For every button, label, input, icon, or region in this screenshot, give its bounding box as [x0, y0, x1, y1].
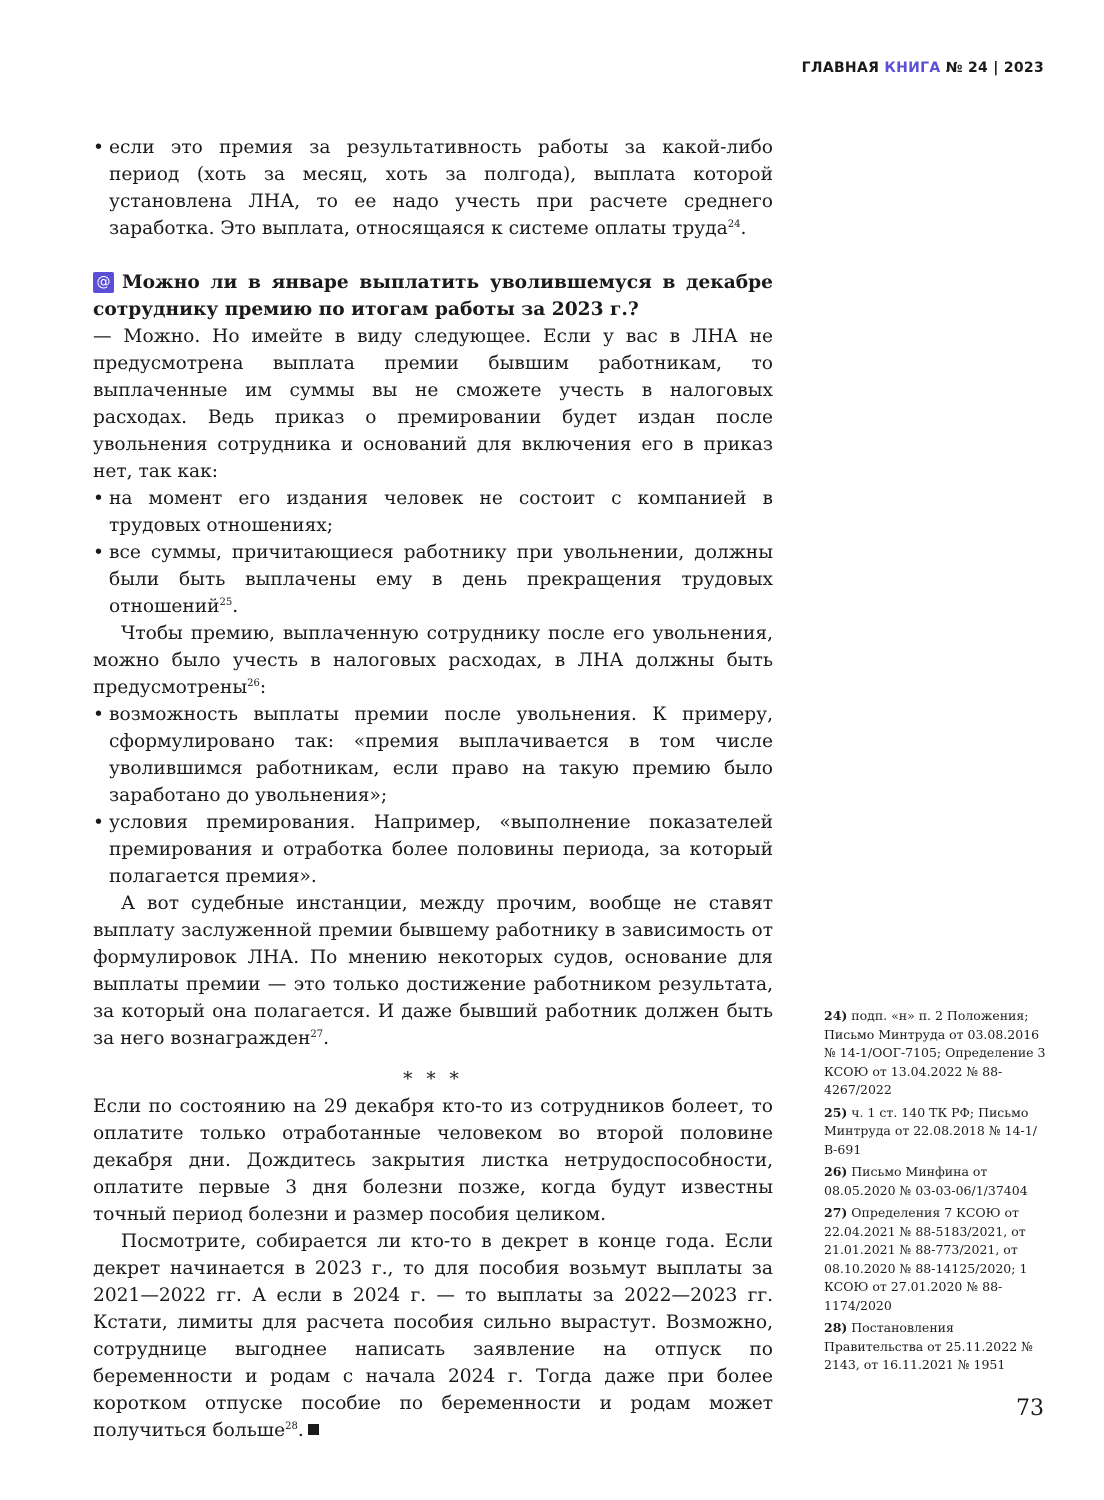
bullet-list-reasons: [93, 485, 773, 620]
footnote: 26) Письмо Минфина от 08.05.2020 № 03-03-06/1/37404: [824, 1164, 1028, 1198]
paragraph-conditions: Чтобы премию, выплаченную сотруднику после его увольнения, можно было учесть в налоговых расходах, в ЛНА должны быть предусмотрены$^{26}$:: [93, 623, 773, 698]
paragraph-courts: А вот судебные инстанции, между прочим, вообще не ставят выплату заслуженной премии бывшему работнику в зависимость от формулировок ЛНА. По мнению некоторых судов, основание для выплаты премии — это только достижение работником результата, за который она полагается. И даже бывший работник должен быть за него вознагражден$^{27}$.: [93, 893, 773, 1049]
paragraph-maternity: Посмотрите, собирается ли кто-то в декрет в конце года. Если декрет начинается в 2023 г., то для пособия возьмут выплаты за 2021—2022 гг. А если в 2024 г. — то выплаты за 2022—2023 гг. Кстати, лимиты для расчета пособия сильно вырастут. Возможно, сотруднице выгоднее написать заявление на отпуск по беременности и родам с начала 2024 г. Тогда даже при более коротком отпуске пособие по беременности и родам может получиться больше$^{28}$.: [93, 1231, 773, 1441]
question-heading: [93, 269, 773, 323]
footnote: 28) Постановления Правительства от 25.11.2022 № 2143, от 16.11.2021 № 1951: [824, 1320, 1033, 1372]
question-icon: @: [93, 272, 114, 293]
footnote: 24) подп. «н» п. 2 Положения; Письмо Минтруда от 03.08.2016 № 14-1/ООГ-7105; Определение 3 КСОЮ от 13.04.2022 № 88-4267/2022: [824, 1008, 1046, 1097]
answer-paragraph: — Можно. Но имейте в виду следующее. Если у вас в ЛНА не предусмотрена выплата премии бывшим работникам, то выплаченные им суммы вы не сможете учесть в налоговых расходах. Ведь приказ о премировании будет издан после увольнения сотрудника и оснований для включения его в приказ нет, так как:: [93, 326, 773, 482]
footnotes-sidebar: [824, 1007, 1046, 1379]
bullet-list-top: [93, 134, 773, 242]
footnote-ref: 27: [310, 1029, 324, 1040]
spacer: [93, 1052, 773, 1066]
footnote-ref: 28: [285, 1421, 298, 1432]
list-item: • если это премия за результативность работы за какой-либо период (хоть за месяц, хоть за полгода), выплата которой установлена ЛНА, то ее надо учесть при расчете среднего заработка. Это выплата, относящаяся к системе оплаты труда$^{24}$.: [93, 134, 773, 242]
paragraph-sick-leave: Если по состоянию на 29 декабря кто-то из сотрудников болеет, то оплатите только отработанные человеком во второй половине декабря дни. Дождитесь закрытия листка нетрудоспособности, оплатите первые 3 дня болезни позже, когда будут известны точный период болезни и размер пособия целиком.: [93, 1096, 773, 1225]
footnote: 25) ч. 1 ст. 140 ТК РФ; Письмо Минтруда от 22.08.2018 № 14-1/В-691: [824, 1104, 1037, 1157]
list-item: • возможность выплаты премии после увольнения. К примеру, сформулировано так: «премия выплачивается в том числе уволившимся работникам, если право на такую премию было заработано до увольнения»;: [93, 701, 773, 809]
list-item: • все суммы, причитающиеся работнику при увольнении, должны были быть выплачены ему в день прекращения трудовых отношений$^{25}$.: [93, 539, 773, 620]
bullet-list-conditions: [93, 701, 773, 890]
section-separator: * * *: [403, 1069, 463, 1090]
footnote-ref: 25: [219, 597, 233, 608]
spacer: [93, 242, 773, 269]
header-issue: № 24 | 2023: [940, 60, 1044, 76]
footnote: 27) Определения 7 КСОЮ от 22.04.2021 № 88-5183/2021, от 21.01.2021 № 88-773/2021, от 08.10.2020 № 88-14125/2020; 1 КСОЮ от 27.01.2020 № 88-1174/2020: [824, 1205, 1028, 1313]
end-of-article-mark: [308, 1424, 319, 1435]
running-header: [802, 60, 1044, 76]
footnote-ref: 24: [727, 219, 741, 230]
list-item: • условия премирования. Например, «выполнение показателей премирования и отработка более половины периода, за который полагается премия».: [93, 809, 773, 890]
header-title: ГЛАВНАЯ: [801, 60, 885, 76]
list-item: • на момент его издания человек не состоит с компанией в трудовых отношениях;: [93, 485, 773, 539]
footnote-ref: 26: [247, 678, 260, 689]
question-text: Можно ли в январе выплатить уволившемуся в декабре сотруднику премию по итогам работы за 2023 г.?: [93, 272, 773, 320]
article-body: [93, 134, 773, 1444]
page-number: 73: [1016, 1396, 1044, 1421]
header-title-accent: КНИГА: [884, 60, 941, 76]
